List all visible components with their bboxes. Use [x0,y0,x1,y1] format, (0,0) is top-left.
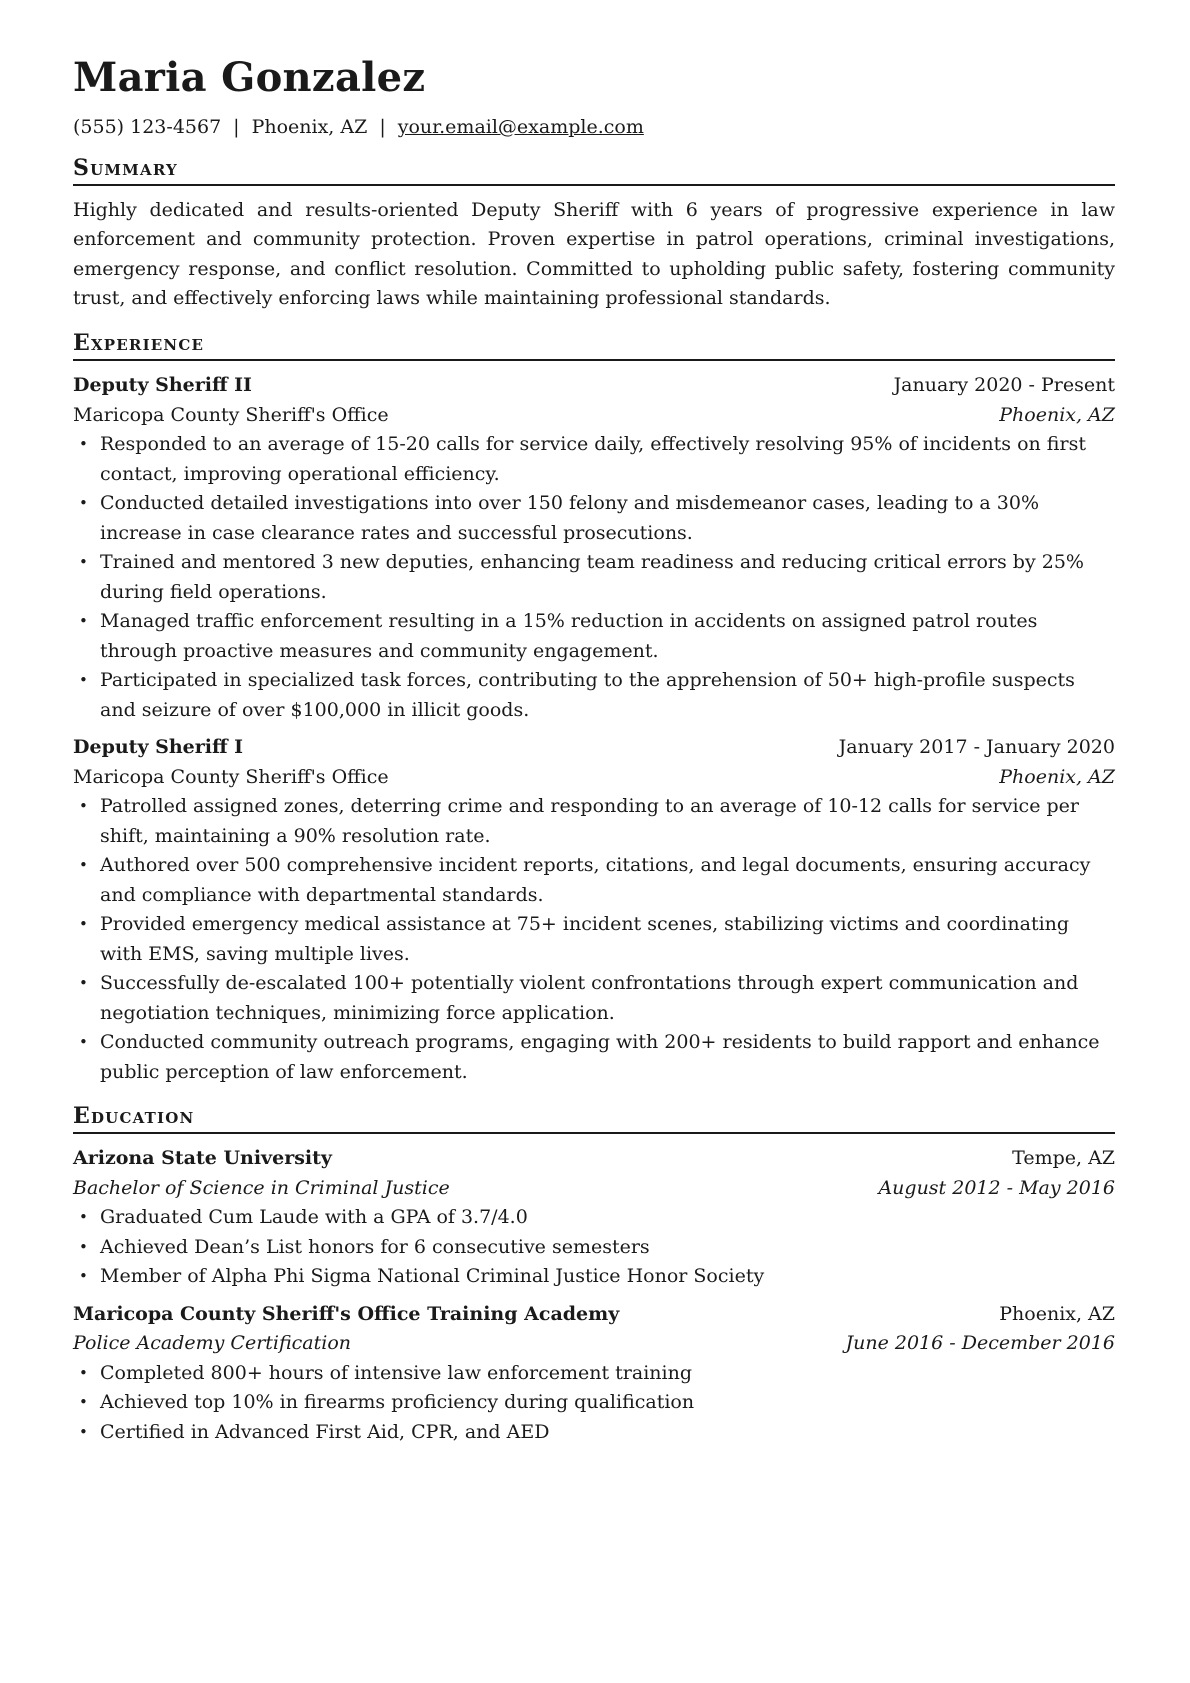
list-item: • Graduated Cum Laude with a GPA of 3.7/4.0 [79,1206,528,1229]
list-item: • Completed 800+ hours of intensive law enforcement training [79,1361,692,1384]
education-dates: August 2012 - May 2016 [878,1176,1115,1199]
list-item: • Member of Alpha Phi Sigma National Criminal Justice Honor Society [79,1265,765,1288]
job-organization: Maricopa County Sheriff's Office [73,403,389,426]
job-entry [73,733,1115,1087]
resume-page [73,54,1115,1447]
list-item: • Managed traffic enforcement resulting in a 15% reduction in accidents on assigned patrol routes through proactive measures and community engagement. [79,610,1038,662]
education-bullets [73,1203,1115,1292]
list-item: • Provided emergency medical assistance at 75+ incident scenes, stabilizing victims and coordinating with EMS, saving multiple lives. [79,913,1070,965]
job-bullets [73,792,1115,1087]
list-item: • Conducted detailed investigations into over 150 felony and misdemeanor cases, leading to a 30% increase in case clearance rates and successful prosecutions. [79,492,1040,544]
job-role: Deputy Sheriff II [73,374,252,397]
list-item: • Participated in specialized task forces, contributing to the apprehension of 50+ high-profile suspects and seizure of over $100,000 in illicit goods. [79,669,1075,721]
job-dates: January 2020 - Present [893,374,1115,397]
section-title-experience: Experience [73,331,1115,361]
location: Phoenix, AZ [251,116,368,138]
list-item: • Conducted community outreach programs, engaging with 200+ residents to build rapport and enhance public perception of law enforcement. [79,1031,1100,1083]
education-entry [73,1300,1115,1448]
degree: Police Academy Certification [73,1332,352,1355]
job-role: Deputy Sheriff I [73,736,244,759]
school-name: Maricopa County Sheriff's Office Training Academy [73,1302,620,1325]
education-entry [73,1144,1115,1292]
list-item: • Trained and mentored 3 new deputies, enhancing team readiness and reducing critical errors by 25% during field operations. [79,551,1084,603]
contact-line [73,116,1115,139]
job-dates: January 2017 - January 2020 [838,736,1115,759]
job-bullets [73,430,1115,725]
list-item: • Achieved Dean’s List honors for 6 consecutive semesters [79,1235,650,1258]
section-title-summary: Summary [73,156,1115,186]
section-title-education: Education [73,1104,1115,1134]
experience-section [73,331,1115,1087]
education-section [73,1104,1115,1447]
list-item: • Responded to an average of 15-20 calls for service daily, effectively resolving 95% of incidents on first contact, improving operational efficiency. [79,433,1086,485]
list-item: • Authored over 500 comprehensive incident reports, citations, and legal documents, ensuring accuracy and compliance with departmental standards. [79,854,1091,906]
education-dates: June 2016 - December 2016 [845,1332,1115,1355]
list-item: • Patrolled assigned zones, deterring crime and responding to an average of 10-12 calls for service per shift, maintaining a 90% resolution rate. [79,795,1079,847]
school-name: Arizona State University [73,1147,332,1170]
contact-separator: | [233,116,240,138]
job-organization: Maricopa County Sheriff's Office [73,765,389,788]
school-location: Phoenix, AZ [999,1302,1115,1325]
education-bullets [73,1359,1115,1448]
summary-text: Highly dedicated and results-oriented Deputy Sheriff with 6 years of progressive experience in law enforcement and community protection. Proven expertise in patrol operations, criminal investigations, emergency response, and conflict resolution. Committed to upholding public safety, fostering community trust, and effectively enforcing laws while maintaining professional standards. [73,198,1115,310]
degree: Bachelor of Science in Criminal Justice [73,1176,450,1199]
list-item: • Achieved top 10% in firearms proficiency during qualification [79,1391,695,1414]
job-location: Phoenix, AZ [999,765,1115,788]
school-location: Tempe, AZ [1012,1147,1115,1170]
job-location: Phoenix, AZ [999,403,1115,426]
contact-separator: | [379,116,386,138]
job-entry [73,371,1115,725]
candidate-name: Maria Gonzalez [73,54,426,101]
phone-number: (555) 123-4567 [73,116,222,138]
list-item: • Certified in Advanced First Aid, CPR, and AED [79,1420,550,1443]
list-item: • Successfully de-escalated 100+ potentially violent confrontations through expert communication and negotiation techniques, minimizing force application. [79,972,1079,1024]
summary-section [73,156,1115,314]
email-link[interactable]: your.email@example.com [397,116,644,138]
